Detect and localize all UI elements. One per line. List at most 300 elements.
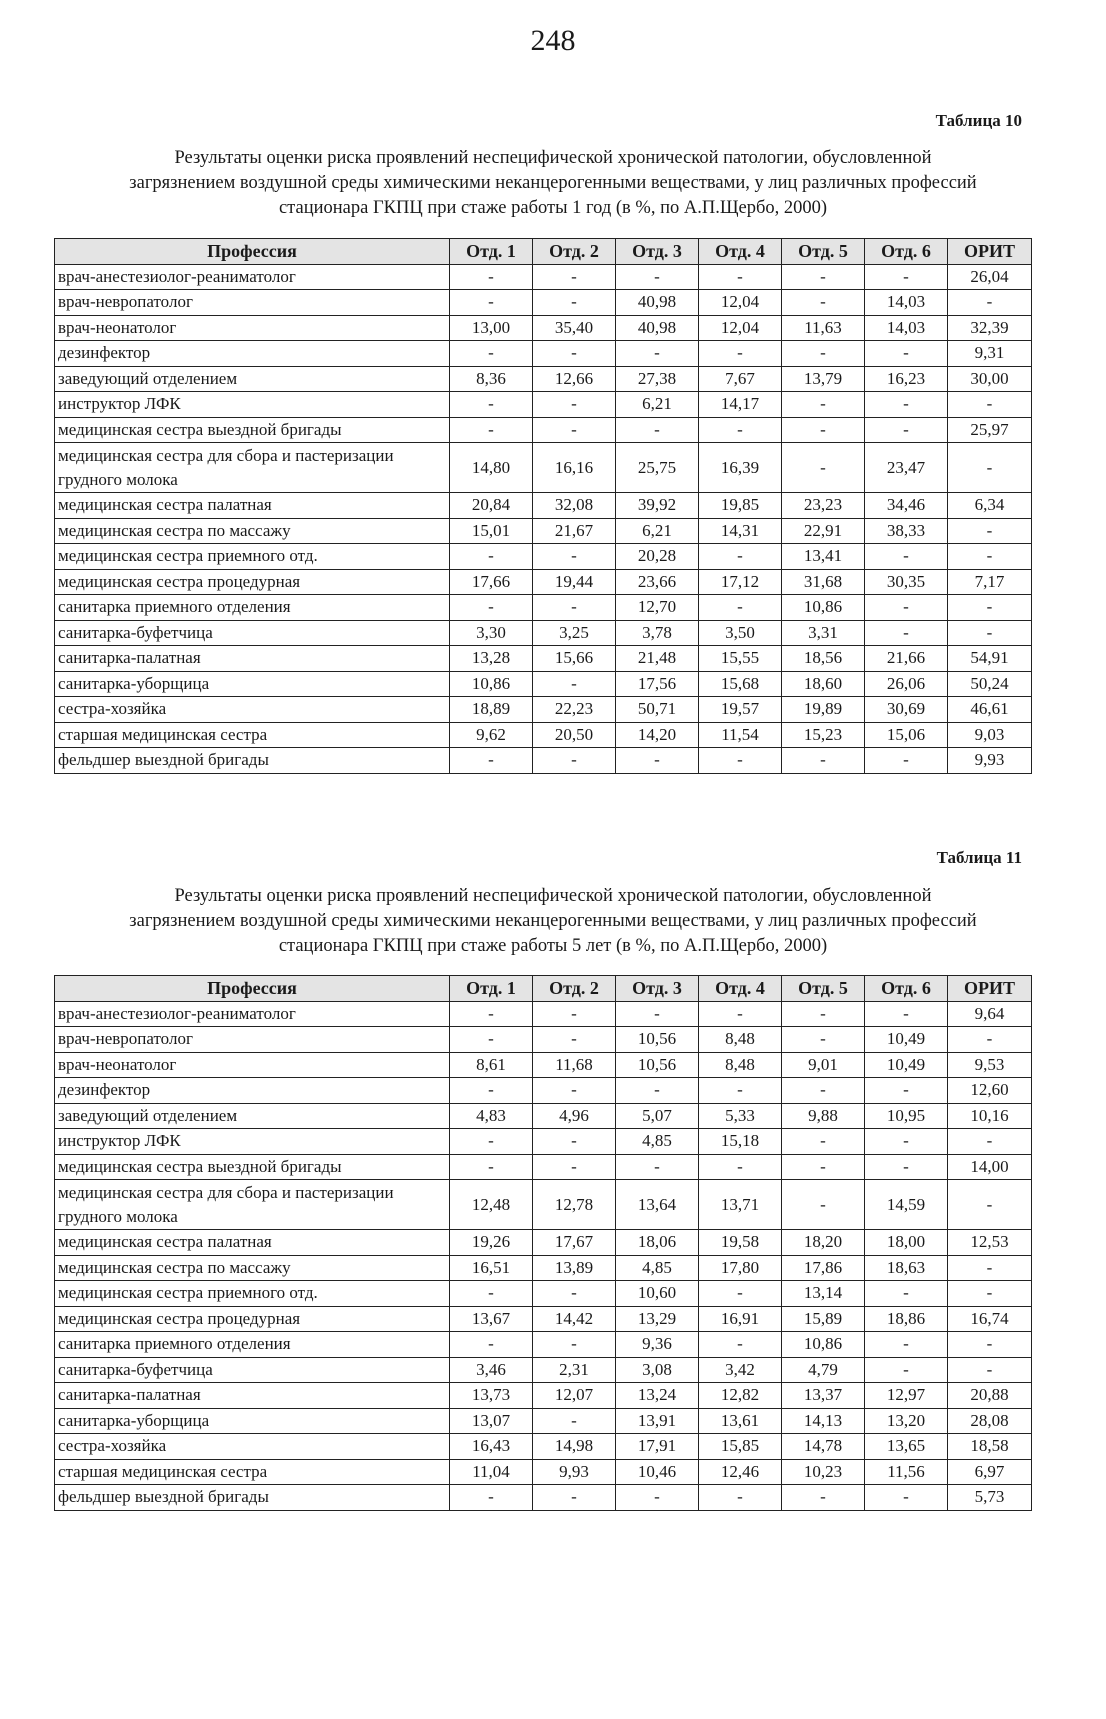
value-cell: - — [782, 392, 865, 418]
table-row — [55, 443, 1032, 493]
value-cell: 4,96 — [533, 1103, 616, 1129]
value-cell: - — [948, 1255, 1032, 1281]
value-cell: 16,91 — [699, 1306, 782, 1332]
value-cell: 16,43 — [450, 1434, 533, 1460]
value-cell: - — [865, 1332, 948, 1358]
value-cell: 9,93 — [948, 748, 1032, 774]
data-table — [54, 975, 1032, 1511]
value-cell: 18,00 — [865, 1230, 948, 1256]
value-cell: - — [782, 290, 865, 316]
column-header-profession: Профессия — [55, 239, 450, 265]
value-cell: 13,91 — [616, 1408, 699, 1434]
value-cell: - — [450, 392, 533, 418]
value-cell: 12,66 — [533, 366, 616, 392]
value-cell: 10,86 — [782, 1332, 865, 1358]
value-cell: 18,63 — [865, 1255, 948, 1281]
value-cell: - — [782, 1001, 865, 1027]
value-cell: 10,95 — [865, 1103, 948, 1129]
value-cell: - — [533, 290, 616, 316]
value-cell: - — [533, 1332, 616, 1358]
value-cell: 18,60 — [782, 671, 865, 697]
value-cell: 10,56 — [616, 1027, 699, 1053]
value-cell: - — [533, 1129, 616, 1155]
table-row — [55, 1027, 1032, 1053]
profession-cell: медицинская сестра приемного отд. — [55, 544, 450, 570]
value-cell: 7,17 — [948, 569, 1032, 595]
value-cell: 30,69 — [865, 697, 948, 723]
table-row — [55, 1306, 1032, 1332]
value-cell: 9,62 — [450, 722, 533, 748]
value-cell: 12,04 — [699, 290, 782, 316]
value-cell: 39,92 — [616, 493, 699, 519]
value-cell: 9,64 — [948, 1001, 1032, 1027]
table-row — [55, 392, 1032, 418]
value-cell: 10,46 — [616, 1459, 699, 1485]
value-cell: 13,89 — [533, 1255, 616, 1281]
value-cell: 9,88 — [782, 1103, 865, 1129]
value-cell: 14,42 — [533, 1306, 616, 1332]
value-cell: 3,46 — [450, 1357, 533, 1383]
table-title — [60, 146, 1046, 221]
value-cell: - — [782, 443, 865, 493]
value-cell: - — [948, 290, 1032, 316]
value-cell: - — [782, 341, 865, 367]
value-cell: 18,86 — [865, 1306, 948, 1332]
value-cell: - — [533, 748, 616, 774]
value-cell: - — [865, 620, 948, 646]
value-cell: 23,23 — [782, 493, 865, 519]
profession-cell: заведующий отделением — [55, 366, 450, 392]
value-cell: - — [450, 1154, 533, 1180]
value-cell: - — [865, 264, 948, 290]
value-cell: - — [948, 595, 1032, 621]
profession-cell: медицинская сестра выездной бригады — [55, 1154, 450, 1180]
table-row — [55, 1129, 1032, 1155]
profession-cell: фельдшер выездной бригады — [55, 748, 450, 774]
table-row — [55, 1052, 1032, 1078]
table-row — [55, 518, 1032, 544]
value-cell: - — [616, 341, 699, 367]
value-cell: - — [450, 1129, 533, 1155]
table-title-line: загрязнением воздушной среды химическими неканцерогенными веществами, у лиц различных профессий — [129, 173, 977, 193]
value-cell: - — [865, 1078, 948, 1104]
value-cell: - — [699, 1332, 782, 1358]
value-cell: 15,18 — [699, 1129, 782, 1155]
value-cell: 13,00 — [450, 315, 533, 341]
profession-cell: инструктор ЛФК — [55, 392, 450, 418]
value-cell: 17,91 — [616, 1434, 699, 1460]
value-cell: - — [450, 595, 533, 621]
value-cell: - — [450, 417, 533, 443]
column-header-profession: Профессия — [55, 976, 450, 1002]
table-row — [55, 417, 1032, 443]
value-cell: - — [533, 1154, 616, 1180]
value-cell: 3,50 — [699, 620, 782, 646]
value-cell: 13,29 — [616, 1306, 699, 1332]
value-cell: - — [699, 748, 782, 774]
value-cell: - — [533, 264, 616, 290]
value-cell: 23,66 — [616, 569, 699, 595]
value-cell: 13,07 — [450, 1408, 533, 1434]
value-cell: 17,56 — [616, 671, 699, 697]
value-cell: - — [533, 595, 616, 621]
value-cell: 22,23 — [533, 697, 616, 723]
page-number: 248 — [530, 24, 576, 57]
table-row — [55, 290, 1032, 316]
profession-cell: старшая медицинская сестра — [55, 1459, 450, 1485]
profession-cell: врач-неонатолог — [55, 1052, 450, 1078]
profession-cell: врач-анестезиолог-реаниматолог — [55, 1001, 450, 1027]
table-row — [55, 1230, 1032, 1256]
value-cell: - — [782, 1078, 865, 1104]
value-cell: 11,63 — [782, 315, 865, 341]
value-cell: - — [450, 544, 533, 570]
value-cell: 12,60 — [948, 1078, 1032, 1104]
value-cell: 30,35 — [865, 569, 948, 595]
value-cell: - — [699, 1281, 782, 1307]
value-cell: - — [450, 1485, 533, 1511]
value-cell: 11,56 — [865, 1459, 948, 1485]
value-cell: - — [948, 1027, 1032, 1053]
header-row — [55, 976, 1032, 1002]
profession-cell: медицинская сестра палатная — [55, 493, 450, 519]
value-cell: - — [616, 1154, 699, 1180]
value-cell: 11,04 — [450, 1459, 533, 1485]
value-cell: 50,24 — [948, 671, 1032, 697]
value-cell: 46,61 — [948, 697, 1032, 723]
profession-cell: старшая медицинская сестра — [55, 722, 450, 748]
value-cell: 4,85 — [616, 1129, 699, 1155]
value-cell: - — [699, 1001, 782, 1027]
value-cell: 13,61 — [699, 1408, 782, 1434]
column-header: Отд. 4 — [699, 976, 782, 1002]
value-cell: 21,66 — [865, 646, 948, 672]
value-cell: - — [450, 264, 533, 290]
column-header: Отд. 4 — [699, 239, 782, 265]
value-cell: - — [948, 620, 1032, 646]
table-row — [55, 646, 1032, 672]
value-cell: 15,68 — [699, 671, 782, 697]
value-cell: - — [533, 1281, 616, 1307]
value-cell: - — [948, 544, 1032, 570]
table-row — [55, 1332, 1032, 1358]
column-header: Отд. 5 — [782, 239, 865, 265]
value-cell: 30,00 — [948, 366, 1032, 392]
value-cell: - — [865, 1357, 948, 1383]
profession-cell: фельдшер выездной бригады — [55, 1485, 450, 1511]
table-row — [55, 1001, 1032, 1027]
value-cell: 3,30 — [450, 620, 533, 646]
table-row — [55, 671, 1032, 697]
value-cell: 19,85 — [699, 493, 782, 519]
value-cell: 21,67 — [533, 518, 616, 544]
profession-cell: санитарка-буфетчица — [55, 1357, 450, 1383]
value-cell: 17,67 — [533, 1230, 616, 1256]
value-cell: 12,46 — [699, 1459, 782, 1485]
value-cell: - — [865, 392, 948, 418]
value-cell: 9,31 — [948, 341, 1032, 367]
value-cell: 9,03 — [948, 722, 1032, 748]
value-cell: 23,47 — [865, 443, 948, 493]
value-cell: 13,41 — [782, 544, 865, 570]
value-cell: 16,16 — [533, 443, 616, 493]
table-row — [55, 1357, 1032, 1383]
value-cell: 13,67 — [450, 1306, 533, 1332]
value-cell: - — [782, 748, 865, 774]
value-cell: 11,54 — [699, 722, 782, 748]
data-table — [54, 238, 1032, 774]
value-cell: 14,31 — [699, 518, 782, 544]
value-cell: 19,89 — [782, 697, 865, 723]
table-title-line: стационара ГКПЦ при стаже работы 1 год (в %, по А.П.Щербо, 2000) — [278, 198, 828, 218]
value-cell: - — [782, 264, 865, 290]
profession-cell: дезинфектор — [55, 341, 450, 367]
value-cell: 14,13 — [782, 1408, 865, 1434]
table-title-line: Результаты оценки риска проявлений неспецифической хронической патологии, обусловленной — [174, 886, 932, 906]
value-cell: 10,16 — [948, 1103, 1032, 1129]
value-cell: 6,21 — [616, 392, 699, 418]
value-cell: 25,97 — [948, 417, 1032, 443]
value-cell: 17,66 — [450, 569, 533, 595]
table-row — [55, 1255, 1032, 1281]
table-row — [55, 544, 1032, 570]
profession-cell: медицинская сестра по массажу — [55, 518, 450, 544]
value-cell: 18,58 — [948, 1434, 1032, 1460]
value-cell: 20,84 — [450, 493, 533, 519]
value-cell: 9,36 — [616, 1332, 699, 1358]
value-cell: - — [533, 1408, 616, 1434]
value-cell: - — [948, 1281, 1032, 1307]
value-cell: 4,79 — [782, 1357, 865, 1383]
table-row — [55, 341, 1032, 367]
value-cell: - — [450, 290, 533, 316]
value-cell: - — [616, 1485, 699, 1511]
value-cell: - — [699, 341, 782, 367]
value-cell: 20,88 — [948, 1383, 1032, 1409]
profession-cell: медицинская сестра для сбора и пастеризации грудного молока — [55, 443, 450, 493]
column-header: Отд. 6 — [865, 239, 948, 265]
value-cell: 10,23 — [782, 1459, 865, 1485]
profession-cell: медицинская сестра палатная — [55, 1230, 450, 1256]
table-row — [55, 1485, 1032, 1511]
value-cell: 8,48 — [699, 1052, 782, 1078]
table-row — [55, 1281, 1032, 1307]
value-cell: - — [616, 264, 699, 290]
value-cell: - — [782, 1129, 865, 1155]
value-cell: 3,08 — [616, 1357, 699, 1383]
value-cell: - — [533, 417, 616, 443]
value-cell: 8,61 — [450, 1052, 533, 1078]
value-cell: 21,48 — [616, 646, 699, 672]
value-cell: 12,04 — [699, 315, 782, 341]
value-cell: 4,85 — [616, 1255, 699, 1281]
value-cell: 9,93 — [533, 1459, 616, 1485]
value-cell: 3,25 — [533, 620, 616, 646]
value-cell: - — [948, 1180, 1032, 1230]
value-cell: 5,33 — [699, 1103, 782, 1129]
value-cell: 10,86 — [782, 595, 865, 621]
table-row — [55, 315, 1032, 341]
table-title — [60, 884, 1046, 959]
profession-cell: санитарка-палатная — [55, 646, 450, 672]
value-cell: 32,08 — [533, 493, 616, 519]
value-cell: 12,78 — [533, 1180, 616, 1230]
profession-cell: врач-анестезиолог-реаниматолог — [55, 264, 450, 290]
profession-cell: заведующий отделением — [55, 1103, 450, 1129]
value-cell: 10,60 — [616, 1281, 699, 1307]
column-header: Отд. 2 — [533, 239, 616, 265]
value-cell: 3,78 — [616, 620, 699, 646]
value-cell: - — [616, 748, 699, 774]
value-cell: 2,31 — [533, 1357, 616, 1383]
value-cell: 38,33 — [865, 518, 948, 544]
value-cell: - — [533, 1485, 616, 1511]
value-cell: 5,07 — [616, 1103, 699, 1129]
value-cell: 15,06 — [865, 722, 948, 748]
value-cell: 28,08 — [948, 1408, 1032, 1434]
value-cell: 12,07 — [533, 1383, 616, 1409]
value-cell: - — [450, 1332, 533, 1358]
value-cell: 13,24 — [616, 1383, 699, 1409]
profession-cell: санитарка приемного отделения — [55, 595, 450, 621]
table-row — [55, 748, 1032, 774]
value-cell: - — [865, 1154, 948, 1180]
value-cell: 13,20 — [865, 1408, 948, 1434]
value-cell: 8,48 — [699, 1027, 782, 1053]
value-cell: 9,01 — [782, 1052, 865, 1078]
value-cell: 16,39 — [699, 443, 782, 493]
table-row — [55, 1078, 1032, 1104]
table-row — [55, 264, 1032, 290]
value-cell: 12,70 — [616, 595, 699, 621]
value-cell: 18,20 — [782, 1230, 865, 1256]
value-cell: - — [865, 341, 948, 367]
table-title-line: загрязнением воздушной среды химическими неканцерогенными веществами, у лиц различных профессий — [129, 911, 977, 931]
value-cell: 14,20 — [616, 722, 699, 748]
table-row — [55, 595, 1032, 621]
table-title-line: Результаты оценки риска проявлений неспецифической хронической патологии, обусловленной — [174, 148, 932, 168]
value-cell: - — [533, 1078, 616, 1104]
value-cell: - — [533, 341, 616, 367]
value-cell: 19,57 — [699, 697, 782, 723]
value-cell: - — [450, 1027, 533, 1053]
value-cell: 20,50 — [533, 722, 616, 748]
value-cell: 13,28 — [450, 646, 533, 672]
value-cell: 27,38 — [616, 366, 699, 392]
value-cell: 18,06 — [616, 1230, 699, 1256]
table-row — [55, 620, 1032, 646]
value-cell: - — [865, 1001, 948, 1027]
profession-cell: медицинская сестра приемного отд. — [55, 1281, 450, 1307]
value-cell: 15,66 — [533, 646, 616, 672]
profession-cell: врач-невропатолог — [55, 290, 450, 316]
value-cell: 14,80 — [450, 443, 533, 493]
value-cell: 8,36 — [450, 366, 533, 392]
value-cell: 13,37 — [782, 1383, 865, 1409]
value-cell: 19,58 — [699, 1230, 782, 1256]
table-row — [55, 722, 1032, 748]
value-cell: 13,79 — [782, 366, 865, 392]
column-header: Отд. 5 — [782, 976, 865, 1002]
value-cell: - — [948, 443, 1032, 493]
value-cell: - — [533, 671, 616, 697]
value-cell: - — [616, 1078, 699, 1104]
value-cell: 5,73 — [948, 1485, 1032, 1511]
value-cell: 11,68 — [533, 1052, 616, 1078]
value-cell: 26,04 — [948, 264, 1032, 290]
value-cell: - — [533, 1001, 616, 1027]
value-cell: 14,17 — [699, 392, 782, 418]
profession-cell: санитарка-буфетчица — [55, 620, 450, 646]
value-cell: 18,89 — [450, 697, 533, 723]
table-row — [55, 1459, 1032, 1485]
profession-cell: медицинская сестра для сбора и пастеризации грудного молока — [55, 1180, 450, 1230]
value-cell: 10,49 — [865, 1027, 948, 1053]
value-cell: - — [865, 748, 948, 774]
table-row — [55, 569, 1032, 595]
value-cell: 19,26 — [450, 1230, 533, 1256]
value-cell: 3,42 — [699, 1357, 782, 1383]
value-cell: 12,97 — [865, 1383, 948, 1409]
value-cell: - — [699, 1485, 782, 1511]
value-cell: 14,78 — [782, 1434, 865, 1460]
table-title-line: стационара ГКПЦ при стаже работы 5 лет (в %, по А.П.Щербо, 2000) — [278, 936, 828, 956]
value-cell: 17,12 — [699, 569, 782, 595]
value-cell: 34,46 — [865, 493, 948, 519]
profession-cell: сестра-хозяйка — [55, 697, 450, 723]
value-cell: 15,89 — [782, 1306, 865, 1332]
header-row — [55, 239, 1032, 265]
profession-cell: санитарка приемного отделения — [55, 1332, 450, 1358]
column-header: Отд. 1 — [450, 239, 533, 265]
value-cell: 15,55 — [699, 646, 782, 672]
value-cell: 40,98 — [616, 315, 699, 341]
value-cell: - — [450, 1001, 533, 1027]
value-cell: - — [450, 341, 533, 367]
value-cell: 35,40 — [533, 315, 616, 341]
table-row — [55, 1154, 1032, 1180]
profession-cell: медицинская сестра по массажу — [55, 1255, 450, 1281]
value-cell: - — [533, 392, 616, 418]
column-header: ОРИТ — [948, 239, 1032, 265]
value-cell: 14,03 — [865, 315, 948, 341]
profession-cell: санитарка-уборщица — [55, 1408, 450, 1434]
value-cell: 13,73 — [450, 1383, 533, 1409]
value-cell: 12,82 — [699, 1383, 782, 1409]
value-cell: - — [782, 1485, 865, 1511]
value-cell: - — [865, 1485, 948, 1511]
table-row — [55, 366, 1032, 392]
value-cell: 13,14 — [782, 1281, 865, 1307]
value-cell: - — [699, 595, 782, 621]
value-cell: - — [865, 595, 948, 621]
value-cell: - — [948, 518, 1032, 544]
value-cell: - — [450, 1281, 533, 1307]
value-cell: 14,00 — [948, 1154, 1032, 1180]
column-header: Отд. 1 — [450, 976, 533, 1002]
value-cell: 20,28 — [616, 544, 699, 570]
value-cell: - — [699, 1078, 782, 1104]
value-cell: - — [699, 264, 782, 290]
value-cell: 15,01 — [450, 518, 533, 544]
value-cell: 12,53 — [948, 1230, 1032, 1256]
value-cell: 16,51 — [450, 1255, 533, 1281]
value-cell: - — [948, 1129, 1032, 1155]
table-row — [55, 1434, 1032, 1460]
value-cell: - — [948, 392, 1032, 418]
table-row — [55, 1383, 1032, 1409]
value-cell: 19,44 — [533, 569, 616, 595]
